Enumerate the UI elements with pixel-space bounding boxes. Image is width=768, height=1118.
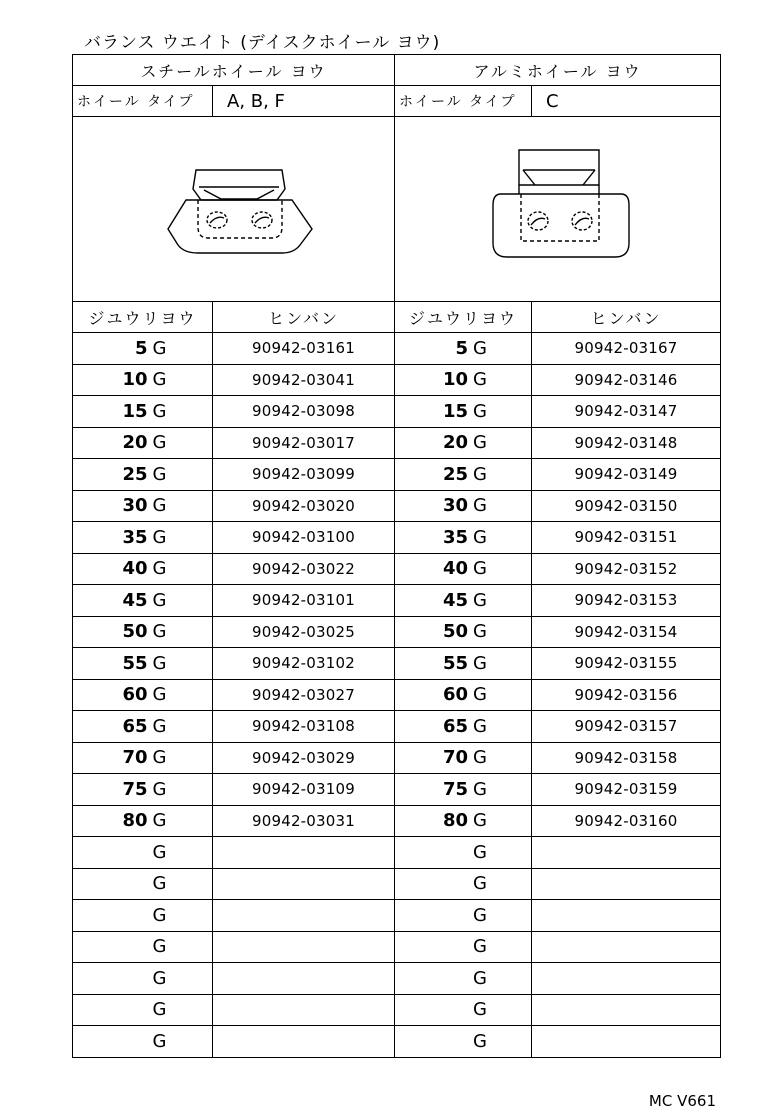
alum-weight-cell xyxy=(395,742,532,774)
steel-weight-unit: G xyxy=(152,1030,167,1052)
steel-weight-unit: G xyxy=(152,747,167,769)
table-row xyxy=(73,1026,721,1058)
alum-weight-unit: G xyxy=(473,652,487,674)
steel-weight-value: 70 xyxy=(122,747,148,769)
table-row xyxy=(73,616,721,648)
alum-weight-value: 20 xyxy=(442,432,469,454)
alum-weight-value: 15 xyxy=(442,400,469,422)
alum-part-number xyxy=(532,1026,721,1058)
steel-part-number: 90942-03029 xyxy=(213,742,395,774)
alum-weight-unit: G xyxy=(473,684,487,706)
steel-weight-unit: G xyxy=(152,558,167,580)
table-row xyxy=(73,490,721,522)
steel-weight-unit: G xyxy=(152,369,167,391)
table-row xyxy=(73,900,721,932)
table-row xyxy=(73,837,721,869)
alum-weight-unit: G xyxy=(473,432,487,454)
steel-weight-value: 80 xyxy=(122,810,148,832)
alum-weight-value: 30 xyxy=(442,495,469,517)
steel-wheel-header: スチールホイール ヨウ xyxy=(73,55,395,86)
steel-weight-illustration-cell xyxy=(73,117,395,302)
steel-weight-cell xyxy=(73,616,213,648)
alum-weight-unit: G xyxy=(473,369,487,391)
alum-weight-value: 60 xyxy=(442,684,469,706)
table-row xyxy=(73,931,721,963)
table-row xyxy=(73,711,721,743)
table-row xyxy=(73,805,721,837)
steel-weight-unit: G xyxy=(152,715,167,737)
balance-weight-table xyxy=(72,54,721,1058)
document-title: バランス ウエイト (デイスクホイール ヨウ) xyxy=(84,33,441,53)
steel-weight-value: 50 xyxy=(122,621,148,643)
steel-part-number xyxy=(213,868,395,900)
steel-weight-unit: G xyxy=(152,337,167,359)
steel-weight-cell xyxy=(73,805,213,837)
alum-part-number xyxy=(532,868,721,900)
steel-part-number: 90942-03099 xyxy=(213,459,395,491)
steel-weight-column-header: ジユウリヨウ xyxy=(73,302,213,333)
alum-weight-value: 35 xyxy=(442,526,469,548)
steel-weight-cell xyxy=(73,1026,213,1058)
alum-weight-cell xyxy=(395,774,532,806)
steel-part-number: 90942-03109 xyxy=(213,774,395,806)
alum-weight-unit: G xyxy=(473,1030,487,1052)
wheel-type-row xyxy=(73,86,721,117)
table-row xyxy=(73,364,721,396)
alum-weight-cell xyxy=(395,522,532,554)
steel-part-number: 90942-03101 xyxy=(213,585,395,617)
steel-weight-unit: G xyxy=(152,778,167,800)
steel-weight-value: 15 xyxy=(122,400,148,422)
steel-weight-cell xyxy=(73,868,213,900)
steel-part-number xyxy=(213,963,395,995)
steel-weight-unit: G xyxy=(152,904,167,926)
steel-type-value: A, B, F xyxy=(213,86,395,117)
alum-part-number: 90942-03148 xyxy=(532,427,721,459)
alum-part-number: 90942-03155 xyxy=(532,648,721,680)
alum-weight-cell xyxy=(395,868,532,900)
steel-weight-unit: G xyxy=(152,810,167,832)
alum-weight-cell xyxy=(395,333,532,365)
steel-part-number xyxy=(213,931,395,963)
table-row xyxy=(73,774,721,806)
steel-part-number xyxy=(213,994,395,1026)
steel-weight-unit: G xyxy=(152,621,167,643)
alum-weight-cell xyxy=(395,648,532,680)
alum-part-number xyxy=(532,900,721,932)
alum-weight-unit: G xyxy=(473,558,487,580)
alum-part-number: 90942-03154 xyxy=(532,616,721,648)
steel-weight-cell xyxy=(73,333,213,365)
steel-weight-unit: G xyxy=(152,589,167,611)
steel-weight-value: 40 xyxy=(122,558,148,580)
alum-part-number: 90942-03146 xyxy=(532,364,721,396)
steel-part-number: 90942-03041 xyxy=(213,364,395,396)
table-row xyxy=(73,994,721,1026)
alum-part-number: 90942-03151 xyxy=(532,522,721,554)
alum-weight-unit: G xyxy=(473,841,487,863)
steel-part-number: 90942-03100 xyxy=(213,522,395,554)
alum-weight-cell xyxy=(395,490,532,522)
steel-weight-unit: G xyxy=(152,652,167,674)
steel-weight-cell xyxy=(73,994,213,1026)
alum-weight-value: 40 xyxy=(442,558,469,580)
table-row xyxy=(73,459,721,491)
steel-weight-cell xyxy=(73,774,213,806)
steel-part-number xyxy=(213,1026,395,1058)
steel-weight-unit: G xyxy=(152,841,167,863)
alum-part-number: 90942-03167 xyxy=(532,333,721,365)
steel-weight-value: 10 xyxy=(122,369,148,391)
steel-part-number: 90942-03025 xyxy=(213,616,395,648)
steel-weight-cell xyxy=(73,679,213,711)
steel-part-number: 90942-03161 xyxy=(213,333,395,365)
alum-weight-value: 55 xyxy=(442,652,469,674)
steel-part-number xyxy=(213,837,395,869)
alum-weight-unit: G xyxy=(473,621,487,643)
alum-part-number: 90942-03149 xyxy=(532,459,721,491)
alum-part-number xyxy=(532,963,721,995)
table-row xyxy=(73,679,721,711)
alum-part-number: 90942-03147 xyxy=(532,396,721,428)
steel-part-number: 90942-03031 xyxy=(213,805,395,837)
alum-weight-value: 25 xyxy=(442,463,469,485)
alum-weight-cell xyxy=(395,994,532,1026)
steel-weight-value: 35 xyxy=(122,526,148,548)
steel-weight-unit: G xyxy=(152,432,167,454)
alum-part-number: 90942-03150 xyxy=(532,490,721,522)
alum-weight-unit: G xyxy=(473,495,487,517)
alum-weight-cell xyxy=(395,364,532,396)
alum-part-number: 90942-03159 xyxy=(532,774,721,806)
alum-part-number: 90942-03158 xyxy=(532,742,721,774)
alum-part-number xyxy=(532,994,721,1026)
aluminum-wheel-header: アルミホイール ヨウ xyxy=(395,55,721,86)
alum-weight-cell xyxy=(395,805,532,837)
steel-weight-unit: G xyxy=(152,463,167,485)
steel-weight-cell xyxy=(73,931,213,963)
alum-weight-value: 5 xyxy=(455,337,469,359)
steel-part-number: 90942-03102 xyxy=(213,648,395,680)
steel-weight-cell xyxy=(73,364,213,396)
aluminum-weight-column-header: ジユウリヨウ xyxy=(395,302,532,333)
alum-part-number xyxy=(532,837,721,869)
steel-weight-value: 75 xyxy=(122,778,148,800)
aluminum-part-no-column-header: ヒンバン xyxy=(532,302,721,333)
aluminum-weight-illustration xyxy=(395,117,721,297)
steel-weight-value: 55 xyxy=(122,652,148,674)
alum-weight-unit: G xyxy=(473,589,487,611)
steel-weight-value: 45 xyxy=(122,589,148,611)
steel-weight-cell xyxy=(73,396,213,428)
steel-part-number: 90942-03017 xyxy=(213,427,395,459)
steel-weight-cell xyxy=(73,963,213,995)
steel-part-number: 90942-03108 xyxy=(213,711,395,743)
table-row xyxy=(73,963,721,995)
table-row xyxy=(73,427,721,459)
alum-weight-cell xyxy=(395,553,532,585)
steel-part-no-column-header: ヒンバン xyxy=(213,302,395,333)
table-row xyxy=(73,742,721,774)
alum-weight-value: 80 xyxy=(442,810,469,832)
alum-weight-cell xyxy=(395,427,532,459)
alum-weight-cell xyxy=(395,711,532,743)
steel-weight-cell xyxy=(73,553,213,585)
steel-weight-unit: G xyxy=(152,873,167,895)
alum-weight-cell xyxy=(395,585,532,617)
steel-weight-value: 25 xyxy=(122,463,148,485)
steel-weight-value: 5 xyxy=(134,337,148,359)
alum-weight-unit: G xyxy=(473,967,487,989)
table-row xyxy=(73,648,721,680)
steel-weight-value: 30 xyxy=(122,495,148,517)
table-row xyxy=(73,868,721,900)
alum-weight-unit: G xyxy=(473,715,487,737)
alum-weight-value: 45 xyxy=(442,589,469,611)
footer-code: MC V661 xyxy=(648,1092,716,1110)
table-row xyxy=(73,522,721,554)
steel-weight-cell xyxy=(73,459,213,491)
steel-weight-cell xyxy=(73,427,213,459)
steel-weight-cell xyxy=(73,711,213,743)
alum-weight-unit: G xyxy=(473,463,487,485)
steel-part-number xyxy=(213,900,395,932)
steel-part-number: 90942-03098 xyxy=(213,396,395,428)
alum-part-number: 90942-03152 xyxy=(532,553,721,585)
column-header-row xyxy=(73,302,721,333)
table-row xyxy=(73,553,721,585)
alum-weight-cell xyxy=(395,1026,532,1058)
steel-weight-unit: G xyxy=(152,526,167,548)
steel-weight-unit: G xyxy=(152,999,167,1021)
alum-weight-cell xyxy=(395,837,532,869)
steel-weight-illustration xyxy=(74,117,394,297)
alum-part-number: 90942-03160 xyxy=(532,805,721,837)
steel-weight-value: 65 xyxy=(122,715,148,737)
steel-weight-cell xyxy=(73,837,213,869)
steel-part-number: 90942-03020 xyxy=(213,490,395,522)
steel-weight-unit: G xyxy=(152,936,167,958)
steel-part-number: 90942-03027 xyxy=(213,679,395,711)
alum-weight-unit: G xyxy=(473,873,487,895)
alum-part-number xyxy=(532,931,721,963)
alum-weight-unit: G xyxy=(473,337,487,359)
steel-type-label: ホイール タイプ xyxy=(73,86,213,117)
alum-weight-value: 10 xyxy=(442,369,469,391)
steel-weight-unit: G xyxy=(152,400,167,422)
alum-weight-value: 65 xyxy=(442,715,469,737)
steel-weight-unit: G xyxy=(152,684,167,706)
steel-weight-unit: G xyxy=(152,967,167,989)
steel-weight-unit: G xyxy=(152,495,167,517)
alum-weight-value: 70 xyxy=(442,747,469,769)
alum-part-number: 90942-03156 xyxy=(532,679,721,711)
steel-weight-cell xyxy=(73,648,213,680)
steel-weight-cell xyxy=(73,522,213,554)
alum-weight-unit: G xyxy=(473,999,487,1021)
alum-weight-cell xyxy=(395,679,532,711)
steel-weight-cell xyxy=(73,585,213,617)
steel-weight-value: 60 xyxy=(122,684,148,706)
alum-weight-unit: G xyxy=(473,936,487,958)
alum-weight-unit: G xyxy=(473,526,487,548)
table-row xyxy=(73,585,721,617)
steel-part-number: 90942-03022 xyxy=(213,553,395,585)
alum-weight-value: 75 xyxy=(442,778,469,800)
alum-weight-unit: G xyxy=(473,810,487,832)
table-row xyxy=(73,333,721,365)
alum-weight-cell xyxy=(395,459,532,491)
table-row xyxy=(73,396,721,428)
wheel-header-row xyxy=(73,55,721,86)
alum-weight-cell xyxy=(395,963,532,995)
alum-weight-unit: G xyxy=(473,904,487,926)
alum-part-number: 90942-03153 xyxy=(532,585,721,617)
steel-weight-cell xyxy=(73,742,213,774)
alum-weight-unit: G xyxy=(473,400,487,422)
alum-weight-cell xyxy=(395,396,532,428)
aluminum-weight-illustration-cell xyxy=(395,117,721,302)
alum-weight-unit: G xyxy=(473,747,487,769)
alum-weight-cell xyxy=(395,900,532,932)
alum-weight-value: 50 xyxy=(442,621,469,643)
aluminum-type-label: ホイール タイプ xyxy=(395,86,532,117)
steel-weight-cell xyxy=(73,900,213,932)
steel-weight-value: 20 xyxy=(122,432,148,454)
alum-weight-unit: G xyxy=(473,778,487,800)
alum-weight-cell xyxy=(395,616,532,648)
steel-weight-cell xyxy=(73,490,213,522)
alum-weight-cell xyxy=(395,931,532,963)
alum-part-number: 90942-03157 xyxy=(532,711,721,743)
aluminum-type-value: C xyxy=(532,86,721,117)
illustration-row xyxy=(73,117,721,302)
